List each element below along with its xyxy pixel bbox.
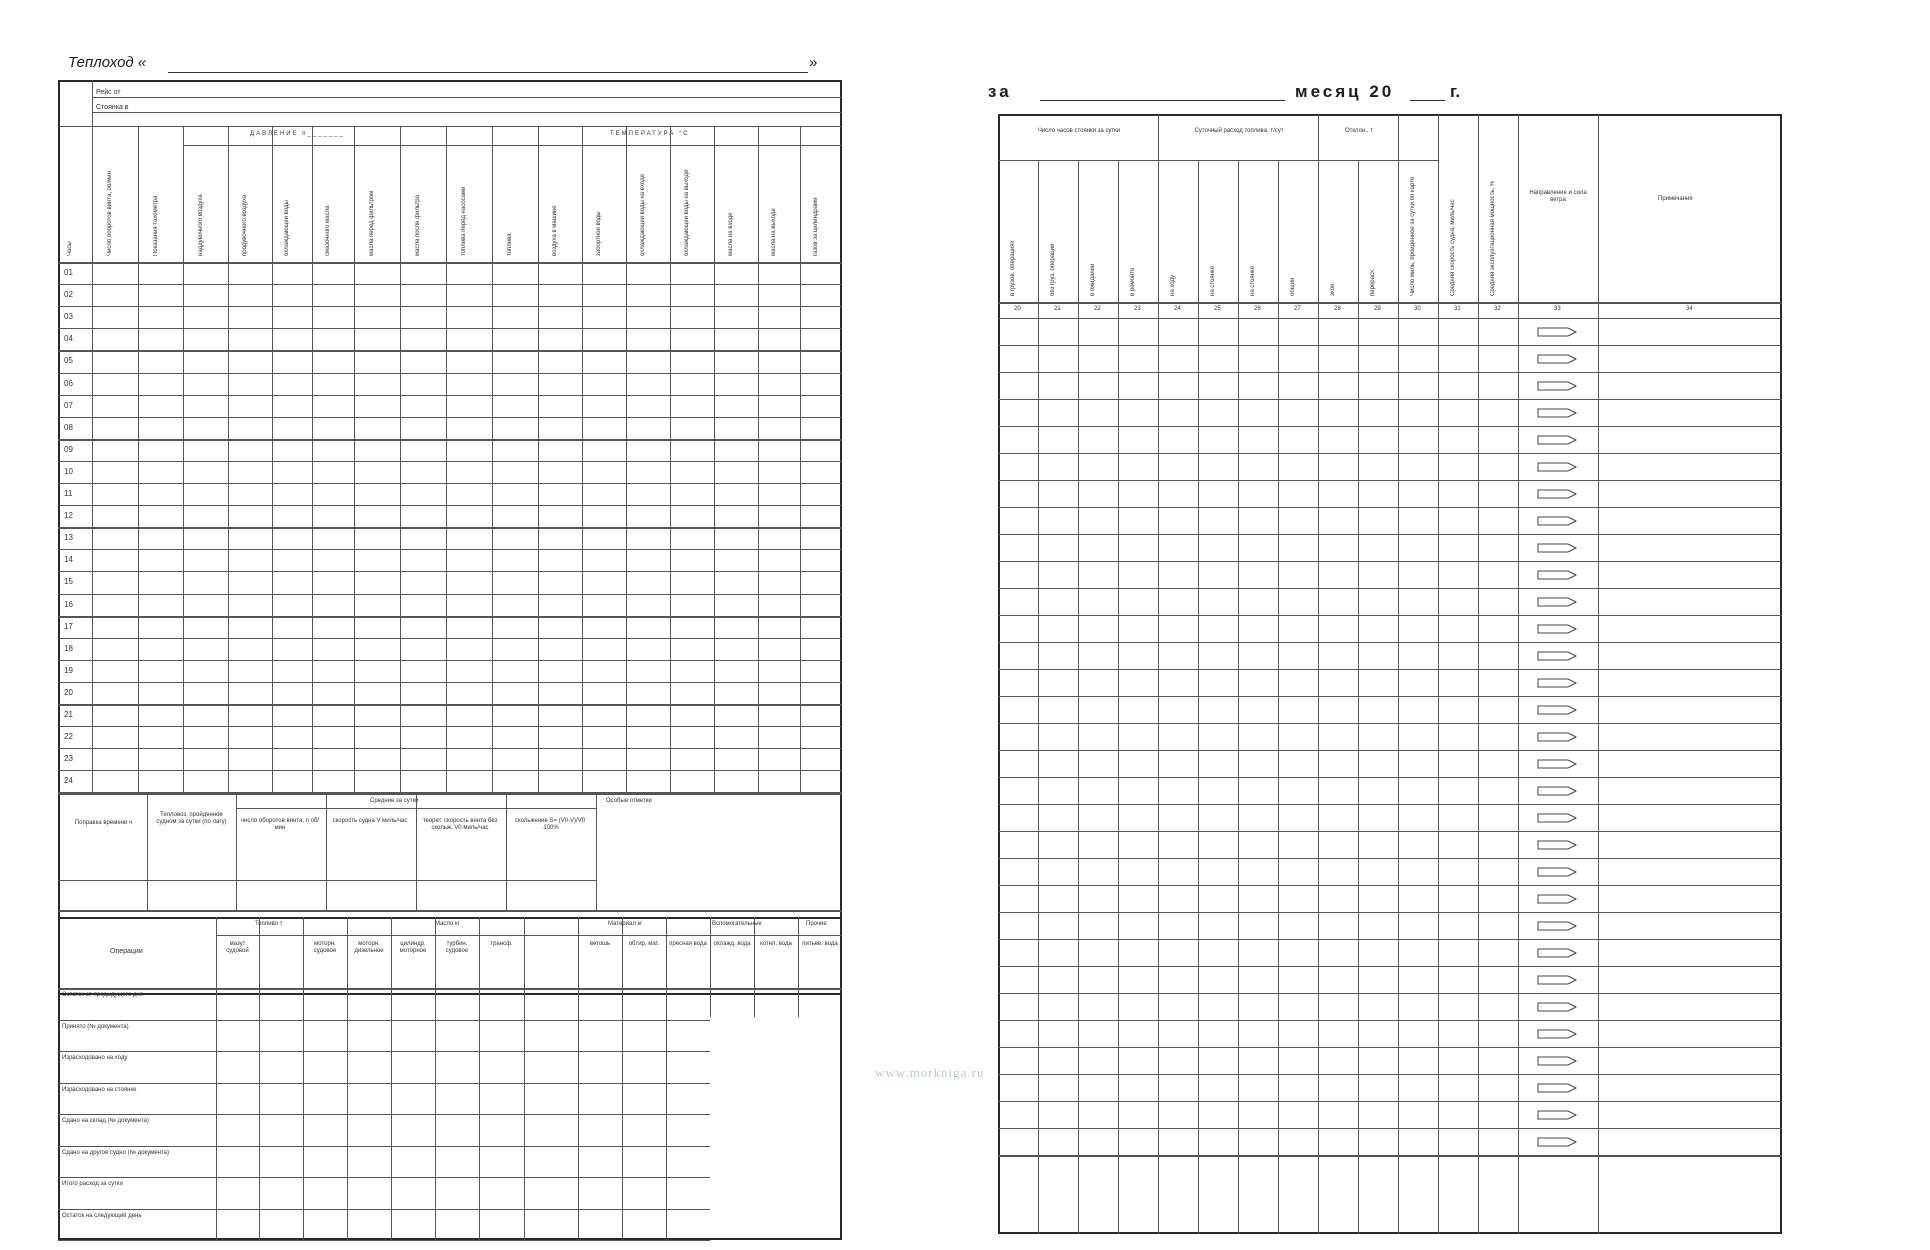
- hour-row-line: [58, 527, 842, 529]
- operations-column-line: [578, 917, 579, 1240]
- right-group-label: Отклон., т: [1344, 128, 1374, 134]
- operations-row-line: [58, 1051, 710, 1052]
- summary-cell-label: Тепловоз, пройденное судном за сутки (по лагу): [156, 812, 227, 825]
- operation-row-label: Сдано на другое судно (№ документа): [62, 1149, 169, 1156]
- grid-column-line: [272, 126, 273, 793]
- right-column-header: перерасх.: [1370, 268, 1376, 296]
- right-column-header: в ожидании: [1090, 263, 1096, 296]
- wind-arrow-icon: [1536, 1109, 1578, 1121]
- hour-row-line: [58, 350, 842, 352]
- right-column-line: [1398, 114, 1399, 1234]
- operations-column-line: [710, 917, 711, 1017]
- column-number: 24: [1174, 306, 1181, 312]
- hour-label: 11: [64, 489, 73, 498]
- operations-column-line: [666, 917, 667, 1240]
- right-column-header: на стоянке: [1250, 266, 1256, 296]
- operations-subcolumn-label: обтир. мат.: [628, 941, 660, 947]
- wind-arrow-icon: [1536, 812, 1578, 824]
- title-blank-line: [168, 72, 808, 73]
- right-group-line: [998, 160, 1438, 161]
- wind-arrow-icon: [1536, 380, 1578, 392]
- month-header-prefix: за: [988, 82, 1012, 101]
- column-header-label: Число оборотов винта, об/мин: [107, 171, 113, 256]
- wind-arrow-icon: [1536, 785, 1578, 797]
- column-header-label: охлаждающей воды: [284, 200, 290, 256]
- column-number: 33: [1554, 306, 1561, 312]
- wind-arrow-icon: [1536, 434, 1578, 446]
- column-header-label: охлаждающей воды на выходе: [684, 169, 690, 256]
- wind-arrow-icon: [1536, 623, 1578, 635]
- voyage-label: Рейс от: [96, 89, 121, 96]
- hour-label: 08: [64, 422, 73, 432]
- summary-column-line: [326, 793, 327, 910]
- wind-arrow-icon: [1536, 1055, 1578, 1067]
- column-header-label: масла после фильтра: [415, 195, 421, 256]
- right-row-line: [998, 588, 1782, 589]
- column-number: 25: [1214, 306, 1221, 312]
- operations-row-line: [58, 1146, 710, 1147]
- pressure-group-label: ДАВЛЕНИЕ п_______: [250, 131, 345, 137]
- right-row-line: [998, 804, 1782, 805]
- right-row-line: [998, 831, 1782, 832]
- right-column-header: Средняя скорость судна, миль/час: [1450, 199, 1456, 296]
- column-header-label: топлива перед насосами: [461, 186, 467, 256]
- wind-arrow-icon: [1536, 947, 1578, 959]
- hour-row-line: [58, 549, 842, 550]
- right-row-line: [998, 1155, 1782, 1157]
- summary-value-line: [58, 880, 596, 881]
- wind-arrow-icon: [1536, 596, 1578, 608]
- right-column-line: [1438, 114, 1439, 1234]
- summary-top-line: [58, 793, 842, 795]
- right-column-line: [1358, 160, 1359, 1234]
- summary-cell-label: скорость судна V миль/час: [332, 818, 408, 824]
- hour-label: 06: [64, 378, 73, 388]
- hour-row-line: [58, 704, 842, 706]
- column-header-label: газов за цилиндрами: [813, 197, 819, 256]
- wind-arrow-icon: [1536, 704, 1578, 716]
- hour-row-line: [58, 328, 842, 329]
- right-row-line: [998, 399, 1782, 400]
- operations-subcolumn-label: турбин. судовое: [445, 941, 469, 954]
- temperature-group-label: ТЕМПЕРАТУРА °С: [610, 131, 690, 137]
- summary-column-line: [236, 793, 237, 910]
- wind-arrow-icon: [1536, 407, 1578, 419]
- grid-column-line: [92, 126, 93, 793]
- operations-column-line: [391, 917, 392, 1240]
- grid-column-line: [670, 126, 671, 793]
- operations-column-line: [435, 917, 436, 1240]
- right-header-bottom: [998, 302, 1782, 304]
- operations-column-line: [479, 917, 480, 1240]
- operation-row-label: Израсходовано на ходу: [62, 1055, 128, 1061]
- right-column-header: экон.: [1330, 281, 1336, 296]
- right-row-line: [998, 750, 1782, 751]
- right-column-line: [1118, 160, 1119, 1234]
- right-column-header: в ремонте: [1130, 267, 1136, 296]
- operations-subcolumn-label: мазут судовой: [226, 941, 249, 954]
- grid-column-line: [800, 126, 801, 793]
- summary-group-label: Средние за сутки: [370, 798, 419, 804]
- column-number: 23: [1134, 306, 1141, 312]
- monthly-summary-table: [998, 114, 1782, 1234]
- column-number: 26: [1254, 306, 1261, 312]
- operations-column-line: [216, 917, 217, 1240]
- right-row-line: [998, 1047, 1782, 1048]
- operations-column-line: [524, 917, 525, 1240]
- column-number: 21: [1054, 306, 1061, 312]
- operations-group-label: Вспомогательные: [712, 921, 762, 927]
- hour-row-line: [58, 726, 842, 727]
- summary-bottom-line: [58, 910, 842, 912]
- hour-label: 13: [64, 533, 73, 543]
- operation-row-label: Итого расход за сутки: [62, 1181, 123, 1187]
- grid-column-line: [538, 126, 539, 793]
- right-row-line: [998, 561, 1782, 562]
- right-row-line: [998, 1020, 1782, 1021]
- right-column-line: [1278, 160, 1279, 1234]
- hour-label: 15: [64, 577, 73, 587]
- wind-arrow-icon: [1536, 542, 1578, 554]
- right-row-line: [998, 993, 1782, 994]
- right-row-line: [998, 507, 1782, 508]
- hour-label: 01: [64, 268, 73, 277]
- hour-label: 22: [64, 732, 73, 742]
- hour-row-line: [58, 638, 842, 639]
- column-header-label: забортной воды: [596, 211, 602, 256]
- right-row-line: [998, 426, 1782, 427]
- hour-row-line: [58, 660, 842, 661]
- hour-label: 17: [64, 621, 73, 631]
- summary-column-line: [506, 793, 507, 910]
- operations-subcolumn-label: ветошь: [589, 941, 611, 947]
- hour-row-line: [58, 594, 842, 595]
- wind-arrow-icon: [1536, 461, 1578, 473]
- hour-label: 07: [64, 400, 73, 410]
- column-number: 28: [1334, 306, 1341, 312]
- operations-group-line: [216, 935, 842, 936]
- wind-arrow-icon: [1536, 1082, 1578, 1094]
- right-row-line: [998, 642, 1782, 643]
- wind-arrow-icon: [1536, 1136, 1578, 1148]
- grid-column-line: [183, 126, 184, 793]
- operations-subcolumn-label: моторн. дизельное: [354, 941, 384, 954]
- right-row-line: [998, 1101, 1782, 1102]
- operations-column-line: [259, 917, 260, 1240]
- wind-arrow-icon: [1536, 326, 1578, 338]
- right-row-line: [998, 1074, 1782, 1075]
- operations-subcolumn-label: охлажд. вода: [713, 941, 751, 947]
- operations-column-line: [754, 917, 755, 1017]
- wind-arrow-icon: [1536, 569, 1578, 581]
- hour-row-line: [58, 284, 842, 285]
- notes-header: Примечания: [1658, 196, 1693, 202]
- operation-row-label: Остаток от предыдущего дня: [62, 992, 143, 998]
- column-header-label: смазочного масла: [325, 205, 331, 256]
- operations-header-bottom: [58, 988, 842, 990]
- right-row-line: [998, 534, 1782, 535]
- right-column-line: [1038, 160, 1039, 1234]
- right-row-line: [998, 696, 1782, 697]
- grid-column-line: [758, 126, 759, 793]
- column-number: 22: [1094, 306, 1101, 312]
- grid-column-line: [138, 126, 139, 793]
- hour-label: 21: [64, 710, 73, 719]
- right-row-line: [998, 345, 1782, 346]
- operations-subcolumn-label: трансф.: [490, 941, 513, 947]
- operations-group-label: Прочие: [806, 921, 827, 927]
- grid-column-line: [446, 126, 447, 793]
- wind-arrow-icon: [1536, 839, 1578, 851]
- left-page-title: Теплоход «: [68, 54, 147, 71]
- operations-row-line: [58, 1240, 710, 1241]
- hour-row-line: [58, 373, 842, 374]
- summary-group-line: [236, 808, 596, 809]
- operations-row-line: [58, 1083, 710, 1084]
- hour-label: 09: [64, 444, 73, 454]
- summary-column-line: [416, 793, 417, 910]
- wind-arrow-icon: [1536, 920, 1578, 932]
- right-column-line: [1238, 160, 1239, 1234]
- right-row-line: [998, 480, 1782, 481]
- special-notes-label: Особые отметки: [606, 798, 652, 804]
- right-row-line: [998, 885, 1782, 886]
- wind-arrow-icon: [1536, 893, 1578, 905]
- right-row-line: [998, 777, 1782, 778]
- right-column-header: Средняя эксплуатационная мощность, %: [1490, 180, 1496, 296]
- operations-subcolumn-label: котел. вода: [760, 941, 792, 947]
- hour-label: 12: [64, 511, 73, 521]
- grid-column-line: [400, 126, 401, 793]
- right-row-line: [998, 939, 1782, 940]
- operations-row-line: [58, 1209, 710, 1210]
- column-header-label: продувочного воздуха: [242, 194, 248, 256]
- summary-cell-label: теорет. скорость винта без скольж. V0 миль/час: [422, 818, 498, 831]
- operations-group-label: Топливо т: [255, 921, 283, 927]
- hour-label: 24: [64, 776, 73, 786]
- summary-column-line: [596, 793, 597, 910]
- grid-column-line: [582, 126, 583, 793]
- hour-label: 18: [64, 643, 73, 653]
- hour-row-line: [58, 505, 842, 506]
- hour-label: 05: [64, 356, 73, 366]
- wind-arrow-icon: [1536, 866, 1578, 878]
- right-column-line: [1518, 114, 1519, 1234]
- wind-arrow-icon: [1536, 1028, 1578, 1040]
- operations-row-line: [58, 1020, 710, 1021]
- hour-row-line: [58, 483, 842, 484]
- hour-row-line: [58, 616, 842, 618]
- wind-arrow-icon: [1536, 650, 1578, 662]
- hour-label: 02: [64, 290, 73, 300]
- right-column-line: [1078, 160, 1079, 1234]
- hour-label: 20: [64, 687, 73, 697]
- grid-column-line: [354, 126, 355, 793]
- grid-column-line: [228, 126, 229, 793]
- right-row-line: [998, 615, 1782, 616]
- summary-column-line: [147, 793, 148, 910]
- hour-label: 04: [64, 334, 73, 344]
- column-number: 30: [1414, 306, 1421, 312]
- operations-subcolumn-label: пресная вода: [669, 941, 707, 947]
- right-row-line: [998, 669, 1782, 670]
- right-column-header: на ходу: [1170, 275, 1176, 296]
- grid-column-line: [492, 126, 493, 793]
- operations-column-line: [303, 917, 304, 1240]
- column-header-label: воздуха в машине: [552, 205, 558, 256]
- title-close-quote: »: [809, 54, 818, 71]
- operations-column-line: [622, 917, 623, 1240]
- hour-row-line: [58, 417, 842, 418]
- hour-row-line: [58, 770, 842, 771]
- column-header-label: Часы: [67, 241, 73, 256]
- hour-row-line: [58, 748, 842, 749]
- hour-label: 10: [64, 466, 73, 476]
- right-row-line: [998, 453, 1782, 454]
- operation-row-label: Принято (№ документа): [62, 1023, 129, 1030]
- right-column-header: на стоянке: [1210, 266, 1216, 296]
- right-row-line: [998, 966, 1782, 967]
- header-bottom-line: [58, 262, 842, 264]
- right-row-line: [998, 1128, 1782, 1129]
- wind-arrow-icon: [1536, 731, 1578, 743]
- right-row-line: [998, 858, 1782, 859]
- right-column-line: [1598, 114, 1599, 1234]
- hour-row-line: [58, 571, 842, 572]
- month-header-text: месяц 20: [1295, 82, 1395, 101]
- column-header-label: Показания тахометра: [152, 195, 159, 256]
- column-header-label: наддувочного воздуха: [197, 194, 204, 256]
- column-header-label: масла на входе: [728, 212, 734, 256]
- hour-row-line: [58, 395, 842, 396]
- grid-column-line: [312, 126, 313, 793]
- right-column-line: [1318, 114, 1319, 1234]
- operation-row-label: Израсходовано на стоянке: [62, 1086, 137, 1093]
- right-column-header: без груз. операций: [1050, 243, 1056, 296]
- wind-arrow-icon: [1536, 488, 1578, 500]
- operations-subcolumn-label: цилиндр. моторное: [399, 941, 427, 954]
- year-suffix: г.: [1450, 82, 1461, 101]
- wind-arrow-icon: [1536, 353, 1578, 365]
- right-numbers-bottom: [998, 318, 1782, 319]
- wind-arrow-icon: [1536, 515, 1578, 527]
- column-header-label: топлива: [507, 233, 513, 256]
- right-row-line: [998, 372, 1782, 373]
- hourly-log-table: [58, 80, 842, 995]
- operation-row-label: Сдано на склад (№ документа): [62, 1118, 149, 1124]
- right-group-label: Суточный расход топлива, т/сут: [1194, 128, 1284, 134]
- right-row-line: [998, 912, 1782, 913]
- wind-arrow-icon: [1536, 1001, 1578, 1013]
- operations-header-label: Операции: [110, 948, 143, 955]
- right-column-line: [1158, 114, 1159, 1234]
- operations-group-label: Материал кг: [608, 921, 643, 927]
- column-header-label: масла на выходе: [771, 208, 777, 256]
- wind-arrow-icon: [1536, 677, 1578, 689]
- hour-row-line: [58, 682, 842, 683]
- summary-cell-label: число оборотов винта, n об/мин: [240, 818, 320, 831]
- hour-row-line: [58, 461, 842, 462]
- column-number: 20: [1014, 306, 1021, 312]
- operations-column-line: [798, 917, 799, 1017]
- hour-row-line: [58, 306, 842, 307]
- right-column-header: в грузов. операциях: [1010, 240, 1016, 296]
- hour-label: 14: [64, 555, 73, 565]
- column-number: 31: [1454, 306, 1461, 312]
- right-row-line: [998, 723, 1782, 724]
- summary-cell-label: скольжение S= (V0-V)/V0 ·100%: [514, 818, 586, 831]
- wind-arrow-icon: [1536, 974, 1578, 986]
- summary-cell-label: Поправка времени ч: [74, 820, 133, 826]
- grid-column-line: [714, 126, 715, 793]
- column-number: 29: [1374, 306, 1381, 312]
- column-header-label: охлаждающей воды на входе: [640, 174, 646, 256]
- anchorage-label: Стоянка в: [96, 104, 129, 111]
- column-number: 27: [1294, 306, 1301, 312]
- wind-direction-header: Направление и сила ветра: [1529, 190, 1587, 203]
- hour-label: 23: [64, 754, 73, 764]
- operations-subcolumn-label: питьев. вода: [802, 941, 838, 947]
- wind-arrow-icon: [1536, 758, 1578, 770]
- right-column-line: [1198, 160, 1199, 1234]
- hour-label: 19: [64, 665, 73, 675]
- right-group-label: Число часов стоянки за сутки: [1037, 128, 1121, 134]
- grid-column-line: [626, 126, 627, 793]
- right-column-header: Число миль, пройденное за сутки по карте: [1410, 176, 1416, 296]
- operations-frame: [58, 917, 842, 1240]
- hour-row-line: [58, 439, 842, 441]
- operations-row-line: [58, 1114, 710, 1115]
- column-number: 32: [1494, 306, 1501, 312]
- hour-label: 03: [64, 312, 73, 322]
- column-header-label: масла перед фильтром: [369, 190, 375, 256]
- operations-group-label: Масло кг: [435, 921, 460, 927]
- operations-row-line: [58, 1177, 710, 1178]
- operation-row-label: Остаток на следующий день: [62, 1212, 142, 1219]
- operations-column-line: [347, 917, 348, 1240]
- watermark: www.morkniga.ru: [875, 1065, 985, 1080]
- column-number: 34: [1686, 306, 1693, 312]
- right-column-header: общий: [1290, 277, 1296, 296]
- right-column-line: [1478, 114, 1479, 1234]
- month-blank-line: [1040, 100, 1285, 101]
- operations-subcolumn-label: моторн. судовое: [313, 941, 337, 954]
- hour-label: 16: [64, 599, 73, 609]
